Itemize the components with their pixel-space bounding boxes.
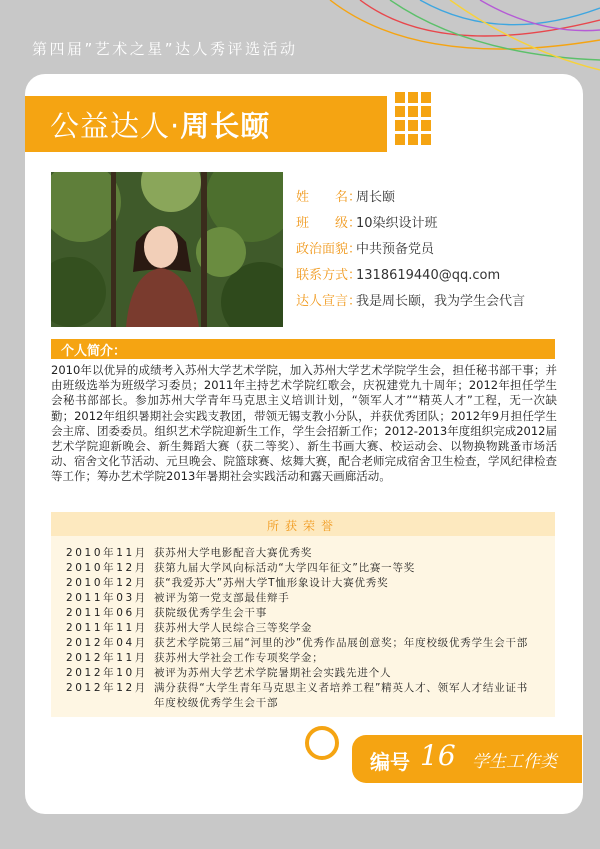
honor-item (66, 605, 528, 620)
honor-item (66, 620, 528, 635)
honor-date: 2010年11月 (66, 547, 148, 559)
bio-heading: 个人简介： (61, 344, 127, 359)
honor-text: 年度校级优秀学生会干部 (154, 697, 279, 709)
bio-heading-bar (51, 339, 555, 359)
honors-header (51, 512, 555, 536)
honor-text: 被评为苏州大学艺术学院暑期社会实践先进个人 (154, 667, 392, 679)
honor-item (66, 680, 528, 695)
honor-date: 2011年06月 (66, 607, 148, 619)
honor-text: 获苏州大学人民综合三等奖学金 (154, 622, 313, 634)
profile-row-declaration: 达人宣言：我是周长颐，我为学生会代言 (296, 294, 526, 309)
honor-date: 2010年12月 (66, 577, 148, 589)
profile-row-contact: 联系方式：1318619440@qq.com (296, 268, 501, 283)
honor-date: 2010年12月 (66, 562, 148, 574)
honors-section (51, 512, 555, 717)
honor-date: 2011年11月 (66, 622, 148, 634)
honors-list (66, 545, 528, 710)
banner-name: 周长颐 (180, 109, 271, 143)
honor-item (66, 575, 528, 590)
bio-text: 2010年以优异的成绩考入苏州大学艺术学院，加入苏州大学艺术学院学生会，担任秘书部干事；并由班级选举为班级学习委员；2011年主持艺术学院红歌会，庆祝建党九十周年；2012年担任学生会秘书部部长。参加苏州大学青年马克思主义培训计划，“领军人才”“精英人才”工程，无一次缺勤；2012年组织暑期社会实践支教团，带领无锡支教小分队，并获优秀团队；2012年9月担任学生会主席、团委委员。组织艺术学院迎新生工作，学生会招新工作；2012-2013年度组织完成2012届艺术学院迎新晚会、新生舞蹈大赛（获二等奖）、新生书画大赛、校运动会、以物换物跳蚤市场活动、宿舍文化节活动、元旦晚会、院篮球赛、炫舞大赛，配合老师完成宿舍卫生检查，学风纪律检查等工作；筹办艺术学院2013年暑期社会实践活动和露天画廊活动。 (51, 363, 557, 484)
profile-row-name: 姓 名：周长颐 (296, 190, 396, 205)
serial-category: 学生工作类 (472, 752, 557, 772)
honor-item (66, 590, 528, 605)
honor-text: 获苏州大学电影配音大赛优秀奖 (154, 547, 313, 559)
honor-date: 2012年04月 (66, 637, 148, 649)
honor-item (66, 695, 528, 710)
honor-date: 2012年10月 (66, 667, 148, 679)
honor-text: 获艺术学院第三届“河里的沙”优秀作品展创意奖；年度校级优秀学生会干部 (154, 637, 529, 649)
honor-text: 被评为第一党支部最佳辩手 (154, 592, 290, 604)
event-title: 第四届”艺术之星”达人秀评选活动 (32, 40, 298, 58)
honor-text: 获第九届大学风向标活动“大学四年征文”比赛一等奖 (154, 562, 416, 574)
honor-text: 获“我爱苏大”苏州大学T恤形象设计大赛优秀奖 (154, 577, 389, 589)
honor-date: 2011年03月 (66, 592, 148, 604)
honor-text: 获苏州大学社会工作专项奖学金； (154, 652, 324, 664)
serial-badge (352, 735, 582, 783)
serial-prefix: 编号 (370, 750, 410, 774)
honor-item (66, 650, 528, 665)
honors-title: 所获荣誉 (266, 519, 339, 533)
banner-title (50, 104, 270, 145)
portrait-photo (51, 172, 283, 327)
honor-item (66, 635, 528, 650)
honor-item (66, 545, 528, 560)
profile-row-political-status: 政治面貌：中共预备党员 (296, 242, 435, 257)
honor-date: 2012年11月 (66, 652, 148, 664)
circle-decoration-icon (305, 726, 339, 760)
grid-decoration-icon (395, 92, 435, 148)
profile-info (296, 186, 525, 316)
banner-category: 公益达人· (50, 109, 181, 143)
serial-number: 16 (420, 739, 456, 772)
honor-date: 2012年12月 (66, 682, 148, 694)
profile-row-class: 班 级：10染织设计班 (296, 216, 438, 231)
honor-item (66, 560, 528, 575)
honor-text: 获院级优秀学生会干事 (154, 607, 267, 619)
honor-item (66, 665, 528, 680)
honor-text: 满分获得“大学生青年马克思主义者培养工程”精英人才、领军人才结业证书 (154, 682, 529, 694)
